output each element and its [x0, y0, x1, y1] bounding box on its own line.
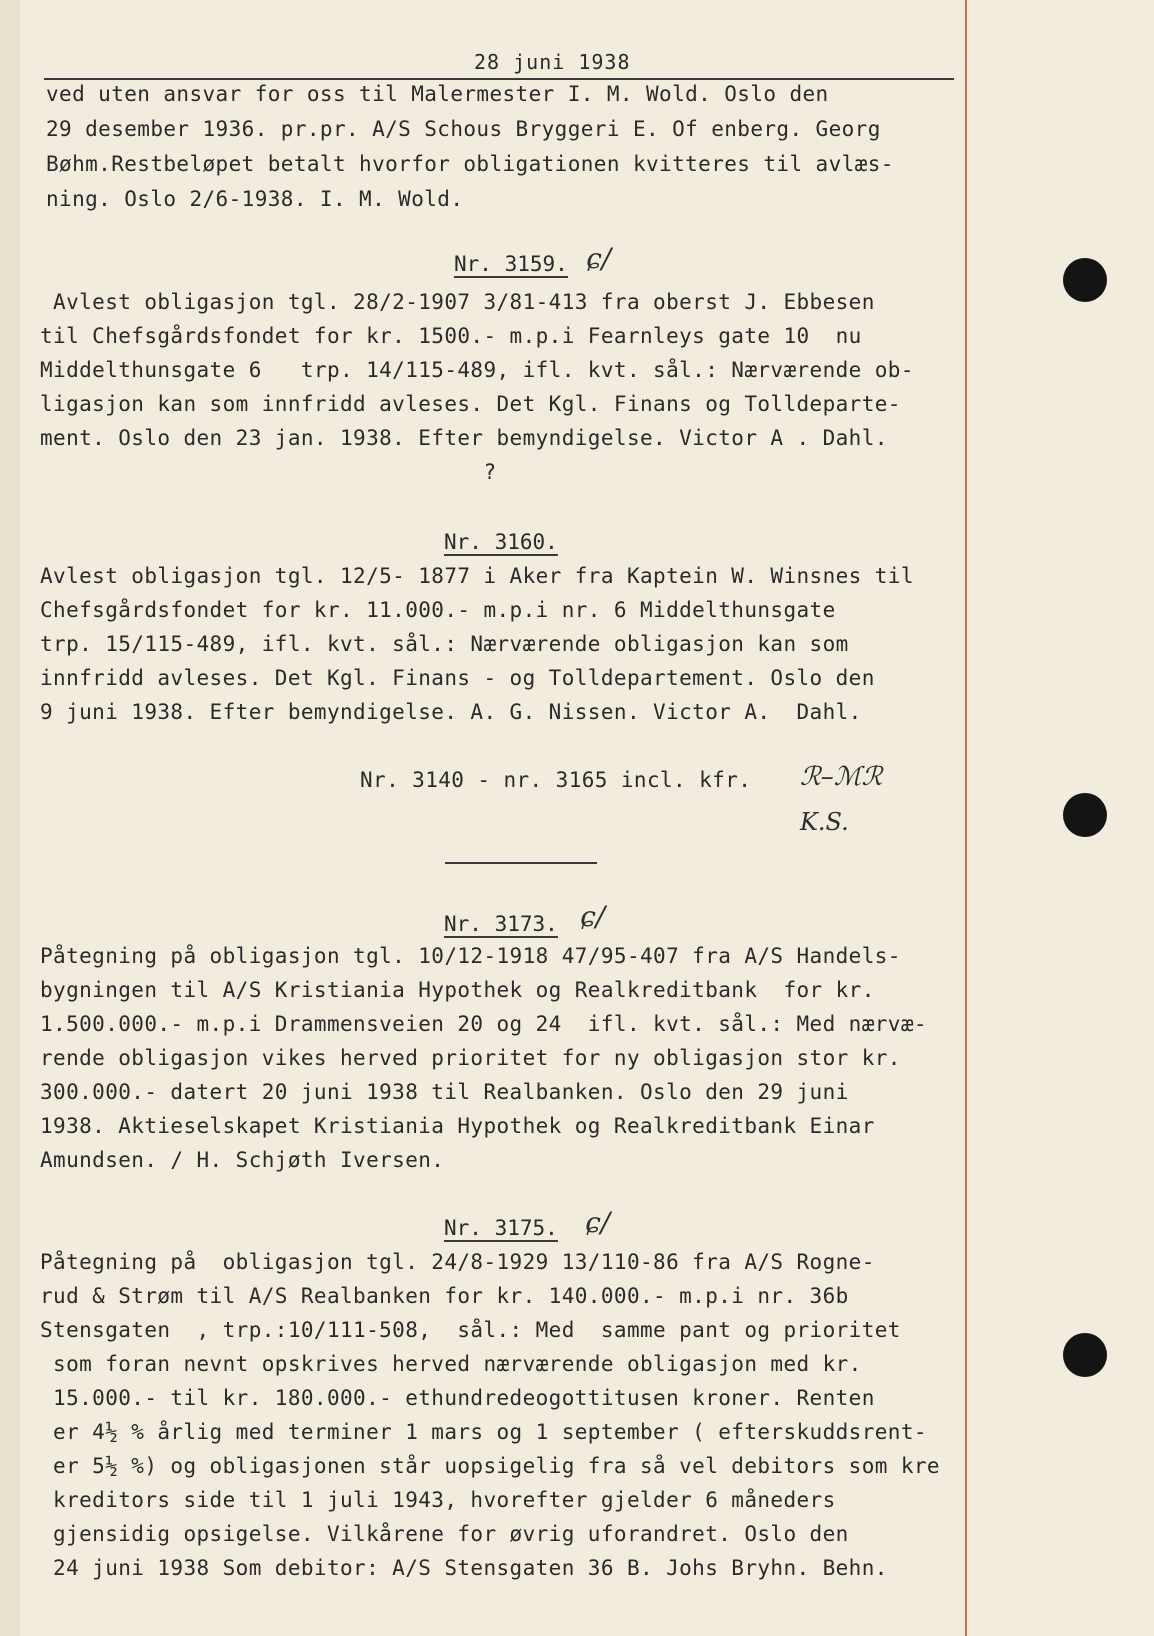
entry-title: Nr. 3173. — [444, 912, 558, 936]
text-line: trp. 15/115-489, ifl. kvt. sål.: Nærværende obligasjon kan som — [40, 632, 849, 656]
text-line: ? — [40, 460, 497, 484]
page-header — [44, 48, 954, 80]
text-line: innfridd avleses. Det Kgl. Finans - og Tolldepartement. Oslo den — [40, 666, 875, 690]
entry-title: Nr. 3160. — [444, 530, 558, 554]
text-line: 9 juni 1938. Efter bemyndigelse. A. G. Nissen. Victor A. Dahl. — [40, 700, 862, 724]
text-line: ved uten ansvar for oss til Malermester I. M. Wold. Oslo den — [46, 82, 829, 106]
text-line: Chefsgårdsfondet for kr. 11.000.- m.p.i nr. 6 Middelthunsgate — [40, 598, 836, 622]
text-line: 300.000.- datert 20 juni 1938 til Realbanken. Oslo den 29 juni — [40, 1080, 849, 1104]
text-line: rende obligasjon vikes herved prioritet for ny obligasjon stor kr. — [40, 1046, 901, 1070]
summary-line: Nr. 3140 - nr. 3165 incl. kfr. — [360, 768, 752, 792]
text-line: Middelthunsgate 6 trp. 14/115-489, ifl. kvt. sål.: Nærværende ob- — [40, 358, 914, 382]
header-date: 28 juni 1938 — [474, 50, 631, 74]
signature-image: ℛ–ℳℛ — [800, 762, 883, 792]
text-line: gjensidig opsigelse. Vilkårene for øvrig uforandret. Oslo den — [40, 1522, 849, 1546]
separator-line — [445, 862, 597, 864]
text-line: Avlest obligasjon tgl. 28/2-1907 3/81-413 fra oberst J. Ebbesen — [40, 290, 875, 314]
text-line: Stensgaten , trp.:10/111-508, sål.: Med samme pant og prioritet — [40, 1318, 901, 1342]
text-line: 1.500.000.- m.p.i Drammensveien 20 og 24 ifl. kvt. sål.: Med nærvæ- — [40, 1012, 927, 1036]
margin-line — [965, 0, 967, 1636]
punch-hole — [1063, 258, 1107, 302]
text-line: er 4½ % årlig med terminer 1 mars og 1 september ( efterskuddsrent- — [40, 1420, 927, 1444]
text-line: 15.000.- til kr. 180.000.- ethundredeogottitusen kroner. Renten — [40, 1386, 875, 1410]
text-line: ning. Oslo 2/6-1938. I. M. Wold. — [46, 187, 464, 211]
entry-title: Nr. 3175. — [444, 1216, 558, 1240]
text-line: rud & Strøm til A/S Realbanken for kr. 140.000.- m.p.i nr. 36b — [40, 1284, 849, 1308]
punch-hole — [1063, 1333, 1107, 1377]
summary-initials: K.S. — [800, 808, 849, 836]
text-line: ligasjon kan som innfridd avleses. Det Kgl. Finans og Tolldeparte- — [40, 392, 901, 416]
handwritten-mark: ɕ/ — [585, 1206, 611, 1239]
text-line: bygningen til A/S Kristiania Hypothek og Realkreditbank for kr. — [40, 978, 875, 1002]
text-line: er 5½ %) og obligasjonen står uopsigelig fra så vel debitors som kre — [40, 1454, 940, 1478]
text-line: ment. Oslo den 23 jan. 1938. Efter bemyndigelse. Victor A . Dahl. — [40, 426, 888, 450]
text-line: Bøhm.Restbeløpet betalt hvorfor obligationen kvitteres til avlæs- — [46, 152, 894, 176]
punch-hole — [1063, 793, 1107, 837]
text-line: 1938. Aktieselskapet Kristiania Hypothek og Realkreditbank Einar — [40, 1114, 875, 1138]
text-line: til Chefsgårdsfondet for kr. 1500.- m.p.i Fearnleys gate 10 nu — [40, 324, 862, 348]
text-line: 24 juni 1938 Som debitor: A/S Stensgaten 36 B. Johs Bryhn. Behn. — [40, 1556, 888, 1580]
handwritten-mark: ɕ/ — [580, 900, 606, 933]
text-line: som foran nevnt opskrives herved nærværende obligasjon med kr. — [40, 1352, 862, 1376]
text-line: 29 desember 1936. pr.pr. A/S Schous Bryggeri E. Of enberg. Georg — [46, 117, 881, 141]
entry-title: Nr. 3159. — [454, 252, 568, 276]
text-line: Avlest obligasjon tgl. 12/5- 1877 i Aker fra Kaptein W. Winsnes til — [40, 564, 914, 588]
text-line: kreditors side til 1 juli 1943, hvorefter gjelder 6 måneders — [40, 1488, 836, 1512]
text-line: Påtegning på obligasjon tgl. 24/8-1929 13/110-86 fra A/S Rogne- — [40, 1250, 875, 1274]
handwritten-mark: ɕ/ — [586, 242, 612, 275]
text-line: Amundsen. / H. Schjøth Iversen. — [40, 1148, 445, 1172]
text-line: Påtegning på obligasjon tgl. 10/12-1918 47/95-407 fra A/S Handels- — [40, 944, 901, 968]
